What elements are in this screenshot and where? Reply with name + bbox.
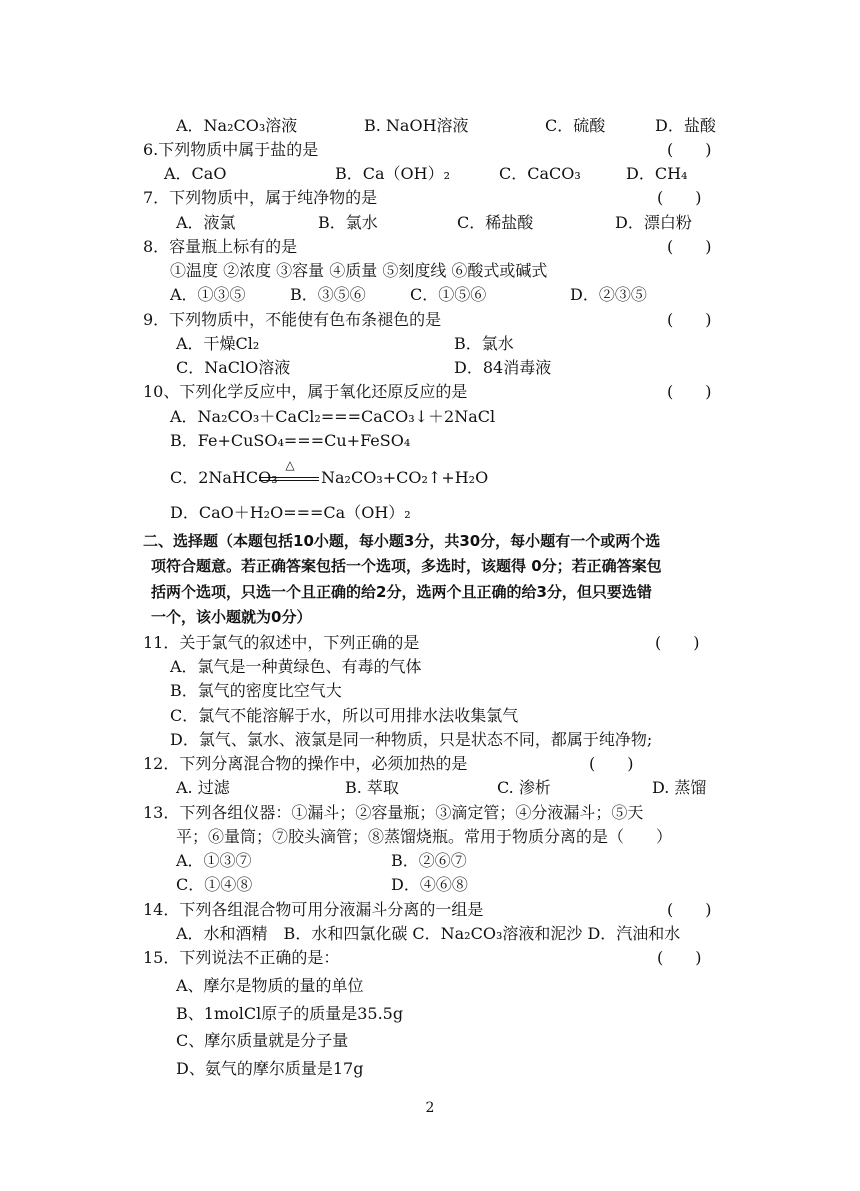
q6-answer-paren: ( ): [667, 140, 712, 159]
q13-option-d: D．④⑥⑧: [391, 875, 468, 894]
q12-option-b: B. 萃取: [345, 778, 399, 797]
q14-answer-paren: ( ): [667, 900, 712, 919]
page-number: 2: [425, 1100, 435, 1116]
q15-option-c: C、摩尔质量就是分子量: [176, 1031, 349, 1050]
q12-option-a: A. 过滤: [176, 778, 230, 797]
q15-answer-paren: ( ): [657, 948, 702, 967]
q5-option-b: B. NaOH溶液: [364, 116, 469, 135]
q11-option-d: D．氯气、氯水、液氯是同一种物质，只是状态不同，都属于纯净物;: [170, 730, 653, 749]
q12-stem: 12．下列分离混合物的操作中，必须加热的是: [143, 754, 468, 773]
q9-option-a: A．干燥Cl₂: [176, 334, 260, 353]
q8-option-b: B．③⑤⑥: [290, 285, 366, 304]
q7-option-b: B．氯水: [318, 213, 378, 232]
section2-heading-line4: 一个，该小题就为0分）: [151, 608, 312, 626]
q8-answer-paren: ( ): [667, 237, 712, 256]
q10-option-c-products: Na₂CO₃+CO₂↑+H₂O: [321, 468, 489, 487]
q8-option-d: D．②③⑤: [570, 285, 647, 304]
q13-option-b: B．②⑥⑦: [391, 851, 467, 870]
q10-option-a: A．Na₂CO₃＋CaCl₂===CaCO₃↓＋2NaCl: [170, 407, 496, 426]
q8-stem: 8．容量瓶上标有的是: [143, 237, 298, 256]
q15-option-d: D、氨气的摩尔质量是17g: [176, 1059, 364, 1078]
q14-stem: 14．下列各组混合物可用分液漏斗分离的一组是: [143, 900, 484, 919]
q7-option-d: D．漂白粉: [615, 213, 692, 232]
q10-stem: 10、下列化学反应中，属于氧化还原反应的是: [143, 382, 468, 401]
q15-stem: 15．下列说法不正确的是：: [143, 948, 340, 967]
q6-option-d: D．CH₄: [626, 164, 688, 183]
q12-answer-paren: ( ): [589, 754, 634, 773]
q11-option-c: C．氯气不能溶解于水，所以可用排水法收集氯气: [170, 706, 519, 725]
reaction-condition-heat: △: [285, 458, 295, 472]
q10-option-b: B．Fe+CuSO₄===Cu+FeSO₄: [170, 431, 411, 450]
q15-option-a: A、摩尔是物质的量的单位: [176, 976, 364, 995]
q7-stem: 7．下列物质中，属于纯净物的是: [143, 188, 378, 207]
q9-option-b: B．氯水: [454, 334, 514, 353]
section2-heading-line2: 项符合题意。若正确答案包括一个选项，多选时，该题得 0分；若正确答案包: [151, 557, 662, 575]
q8-option-c: C．①⑤⑥: [410, 285, 487, 304]
q9-option-c: C．NaClO溶液: [176, 358, 291, 377]
q10-option-d: D．CaO＋H₂O===Ca（OH）₂: [170, 503, 411, 522]
q10-option-c-label: C．2NaHCO₃: [170, 468, 278, 487]
q14-options: A．水和酒精 B．水和四氯化碳 C．Na₂CO₃溶液和泥沙 D．汽油和水: [176, 924, 681, 943]
q8-option-a: A．①③⑤: [170, 285, 246, 304]
q9-option-d: D．84消毒液: [454, 358, 552, 377]
section2-heading-line1: 二、选择题（本题包括10小题，每小题3分，共30分，每小题有一个或两个选: [143, 532, 661, 550]
q6-option-b: B．Ca（OH）₂: [335, 164, 451, 183]
q5-option-d: D．盐酸: [655, 116, 716, 135]
section2-heading-line3: 括两个选项，只选一个且正确的给2分，选两个且正确的给3分，但只要选错: [151, 583, 652, 601]
q11-option-a: A．氯气是一种黄绿色、有毒的气体: [170, 657, 422, 676]
q11-option-b: B．氯气的密度比空气大: [170, 681, 342, 700]
q5-option-a: A．Na₂CO₃溶液: [176, 116, 298, 135]
q7-option-a: A．液氯: [176, 213, 236, 232]
q8-list: ①温度 ②浓度 ③容量 ④质量 ⑤刻度线 ⑥酸式或碱式: [170, 261, 548, 280]
q6-option-a: A．CaO: [164, 164, 227, 183]
q11-stem: 11．关于氯气的叙述中，下列正确的是: [143, 633, 420, 652]
q5-option-c: C．硫酸: [545, 116, 606, 135]
q6-option-c: C．CaCO₃: [499, 164, 581, 183]
q13-option-a: A．①③⑦: [176, 851, 252, 870]
q13-option-c: C．①④⑧: [176, 875, 253, 894]
q15-option-b: B、1molCl原子的质量是35.5g: [176, 1004, 404, 1023]
q12-option-d: D. 蒸馏: [652, 778, 707, 797]
q10-answer-paren: ( ): [667, 382, 712, 401]
reaction-equals-sign: [259, 477, 319, 481]
q9-stem: 9．下列物质中，不能使有色布条褪色的是: [143, 310, 442, 329]
q7-option-c: C．稀盐酸: [457, 213, 534, 232]
q6-stem: 6.下列物质中属于盐的是: [143, 140, 319, 159]
q13-stem-line2: 平；⑥量筒；⑦胶头滴管；⑧蒸馏烧瓶。常用于物质分离的是（ ）: [176, 827, 673, 846]
q7-answer-paren: ( ): [657, 188, 702, 207]
q12-option-c: C. 渗析: [497, 778, 551, 797]
q9-answer-paren: ( ): [667, 310, 712, 329]
q11-answer-paren: ( ): [655, 633, 700, 652]
q13-stem-line1: 13．下列各组仪器：①漏斗；②容量瓶；③滴定管；④分液漏斗；⑤天: [143, 803, 644, 822]
